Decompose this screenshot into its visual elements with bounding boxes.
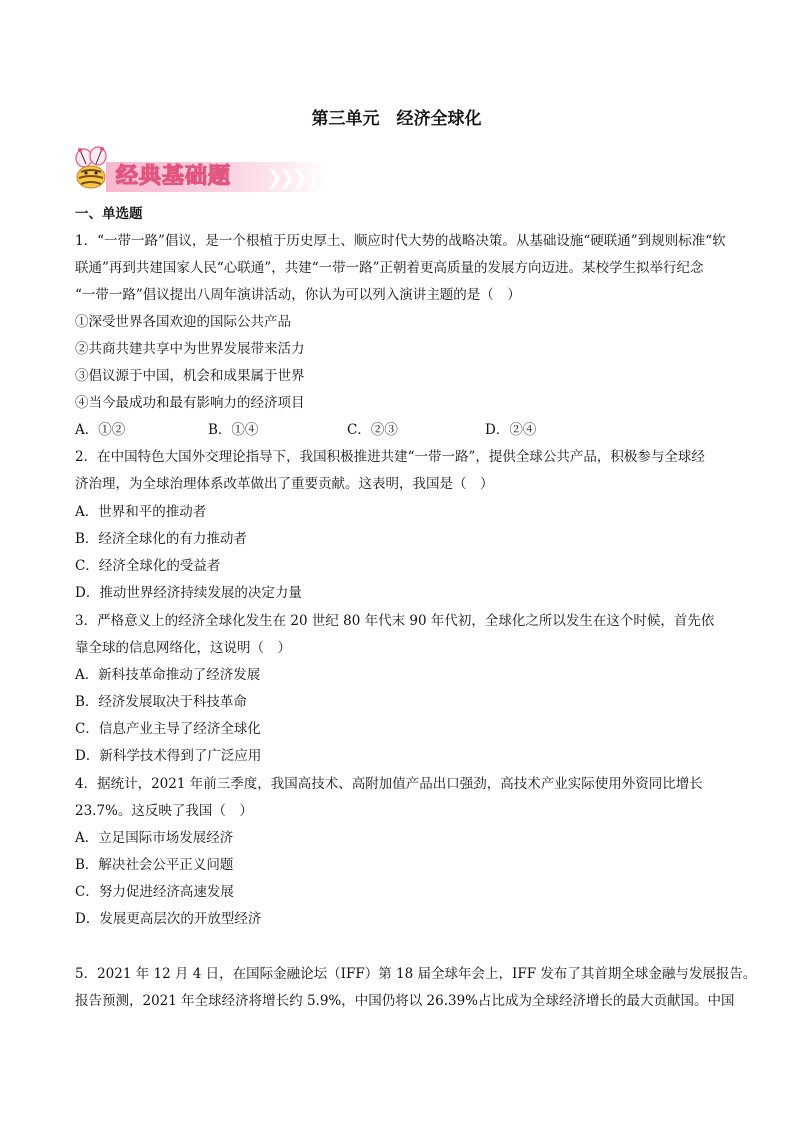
question-3-option-b: B．经济发展取决于科技革命 (75, 694, 247, 710)
question-2-option-a: A．世界和平的推动者 (75, 504, 207, 520)
page-title: 第三单元 经济全球化 (311, 109, 482, 129)
section-heading: 一、单选题 (75, 206, 143, 222)
question-3-option-d: D．新科学技术得到了广泛应用 (75, 748, 262, 764)
question-2-line-2: 济治理，为全球治理体系改革做出了重要贡献。这表明，我国是（ ） (75, 476, 494, 492)
question-3-option-c: C．信息产业主导了经济全球化 (75, 721, 261, 737)
question-1-line-2: 联通”再到共建国家人民“心联通”，共建“一带一路”正朝着更高质量的发展方向迈进。某校学生拟举行纪念 (75, 260, 704, 276)
question-4-option-b: B．解决社会公平正义问题 (75, 857, 234, 873)
question-3-line-2: 靠全球的信息网络化，这说明（ ） (75, 640, 291, 656)
section-banner (66, 144, 343, 194)
banner-label: 经典基础题 (116, 164, 232, 189)
chevrons-decoration: ❯❯❯❯❯❯ (266, 165, 343, 189)
question-1-statement-4: ④当今最成功和最有影响力的经济项目 (75, 395, 305, 411)
question-1-option-d: D．②④ (485, 422, 537, 438)
question-1-statement-2: ②共商共建共享中为世界发展带来活力 (75, 341, 305, 357)
question-3-option-a: A．新科技革命推动了经济发展 (75, 667, 261, 683)
bee-icon (66, 144, 116, 192)
question-2-line-1: 2．在中国特色大国外交理论指导下，我国积极推进共建“一带一路”，提供全球公共产品，积极参与全球经 (75, 449, 705, 465)
question-4-option-d: D．发展更高层次的开放型经济 (75, 911, 262, 927)
question-1-line-1: 1．“一带一路”倡议，是一个根植于历史厚土、顺应时代大势的战略决策。从基础设施“硬联通”到规则标准“软 (75, 233, 726, 249)
question-5-line-2: 报告预测，2021 年全球经济将增长约 5.9%，中国仍将以 26.39%占比成为全球经济增长的最大贡献国。中国 (75, 993, 735, 1009)
question-1-option-a: A．①② (75, 422, 126, 438)
question-4-line-1: 4．据统计，2021 年前三季度，我国高技术、高附加值产品出口强劲，高技术产业实际使用外资同比增长 (75, 776, 703, 792)
question-4-line-2: 23.7%。这反映了我国（ ） (75, 803, 253, 819)
question-4-option-c: C．努力促进经济高速发展 (75, 884, 234, 900)
question-3-line-1: 3．严格意义上的经济全球化发生在 20 世纪 80 年代末 90 年代初，全球化之所以发生在这个时候，首先依 (75, 613, 715, 629)
question-1-option-c: C．②③ (347, 422, 398, 438)
question-2-option-b: B．经济全球化的有力推动者 (75, 531, 247, 547)
question-5-line-1: 5．2021 年 12 月 4 日，在国际金融论坛（IFF）第 18 届全球年会上，IFF 发布了其首期全球金融与发展报告。 (75, 966, 757, 982)
question-4-option-a: A．立足国际市场发展经济 (75, 830, 234, 846)
question-1-option-b: B．①④ (208, 422, 259, 438)
question-2-option-c: C．经济全球化的受益者 (75, 558, 221, 574)
question-1-statement-3: ③倡议源于中国，机会和成果属于世界 (75, 368, 305, 384)
question-1-statement-1: ①深受世界各国欢迎的国际公共产品 (75, 314, 291, 330)
question-1-line-3: “一带一路”倡议提出八周年演讲活动，你认为可以列入演讲主题的是（ ） (75, 287, 521, 303)
question-2-option-d: D．推动世界经济持续发展的决定力量 (75, 585, 302, 601)
